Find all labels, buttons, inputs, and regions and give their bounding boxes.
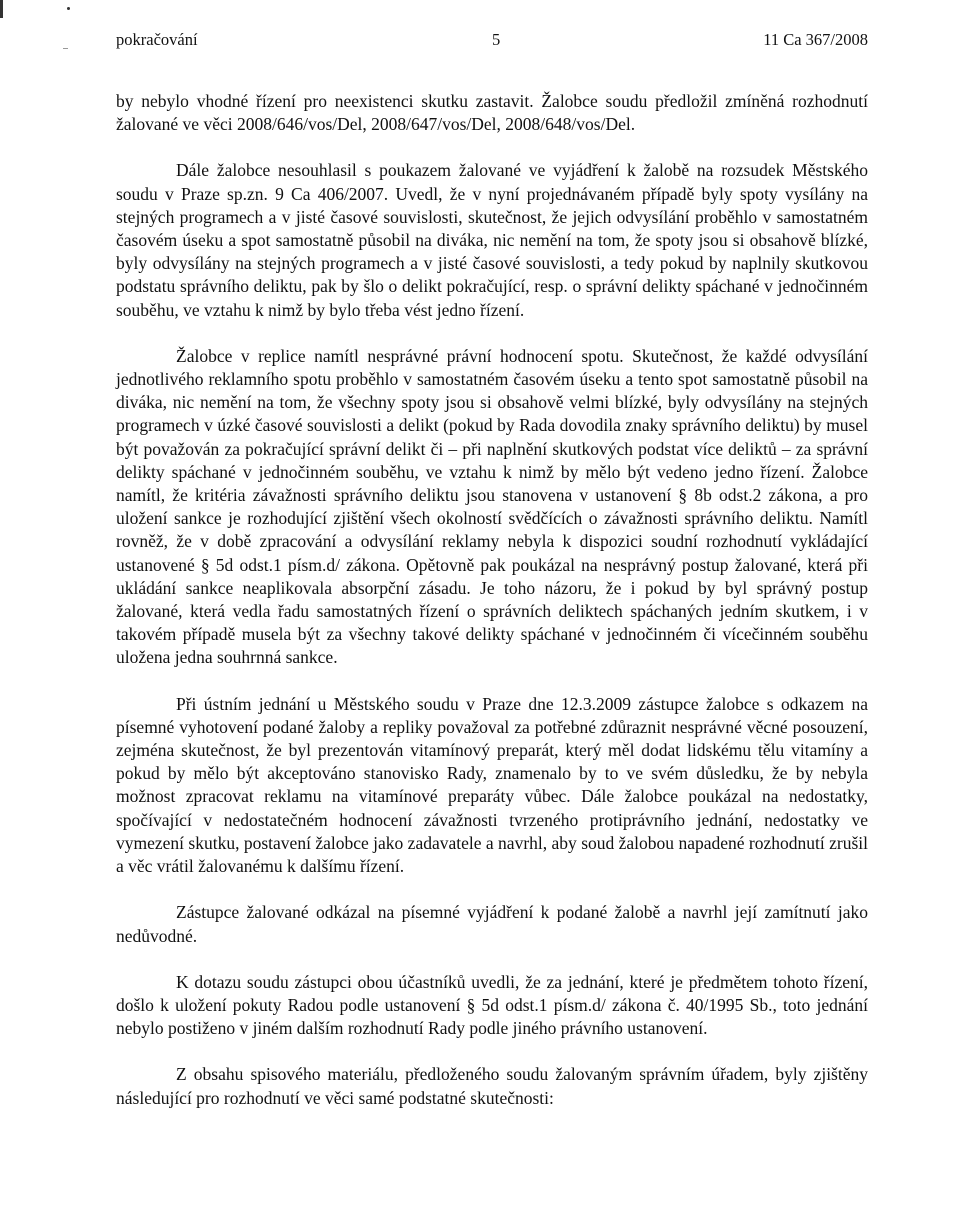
page-number: 5: [492, 30, 501, 49]
scan-dash: [63, 48, 68, 49]
paragraph-7: Z obsahu spisového materiálu, předloženého soudu žalovaným správním úřadem, byly zjištěny následující pro rozhodnutí ve věci samé podstatné skutečnosti:: [116, 1064, 868, 1108]
scan-dot: [67, 7, 70, 10]
header-continuation: pokračování: [116, 30, 198, 49]
paragraph-3: Žalobce v replice namítl nesprávné právní hodnocení spotu. Skutečnost, že každé odvysílání jednotlivého reklamního spotu proběhlo v samostatném časovém úseku a tento spot samostatně působil na diváka, nic nemění na tom, že všechny spoty jsou si obsahově velmi blízké, byly odvysílány na stejných programech v úzké časové souvislosti a delikt (pokud by Rada dovodila znaky správního deliktu) by musel být považován za pokračující správní delikt či – při naplnění skutkových podstat více deliktů – za správní delikty spáchané v jednočinném souběhu, ve vztahu k nimž by mělo být vedeno jedno řízení. Žalobce namítl, že kritéria závažnosti správního deliktu jsou stanovena v ustanovení § 8b odst.2 zákona, a pro uložení sankce je rozhodující zjištění všech okolností svědčících o závažnosti správního deliktu. Namítl rovněž, že v době zpracování a odvysílání reklamy nebyla k dispozici soudní rozhodnutí vykládající ustanovené § 5d odst.1 písm.d/ zákona. Opětovně pak poukázal na nesprávný postup žalované, která při ukládání sankce neaplikovala absorpční zásadu. Je toho názoru, že i pokud by byl správný postup žalované, která vedla řadu samostatných řízení o správních deliktech spáchaných jedním skutkem, i v takovém případě musela být za všechny takové delikty spáchané v jednočinném či vícečinném souběhu uložena jedna souhrnná sankce.: [116, 345, 868, 668]
case-number: 11 Ca 367/2008: [763, 30, 868, 49]
scan-mark: [0, 0, 3, 18]
paragraph-5: Zástupce žalované odkázal na písemné vyjádření k podané žalobě a navrhl její zamítnutí jako nedůvodné.: [116, 902, 868, 946]
document-body: [116, 90, 868, 1110]
paragraph-6: K dotazu soudu zástupci obou účastníků uvedli, že za jednání, které je předmětem tohoto řízení, došlo k uložení pokuty Radou podle ustanovení § 5d odst.1 písm.d/ zákona č. 40/1995 Sb., toto jednání nebylo postiženo v jiném dalším rozhodnutí Rady podle jiného právního ustanovení.: [116, 971, 868, 1039]
paragraph-2: Dále žalobce nesouhlasil s poukazem žalované ve vyjádření k žalobě na rozsudek Městského soudu v Praze sp.zn. 9 Ca 406/2007. Uvedl, že v nyní projednávaném případě byly spoty vysílány na stejných programech a v jisté časové souvislosti, skutečnost, že jejich odvysílání proběhlo v samostatném časovém úseku a spot samostatně působil na diváka, nic nemění na tom, že spoty jsou si obsahově blízké, byly odvysílány na stejných programech a v jisté časové souvislosti, a tedy pokud by naplnily skutkovou podstatu správního deliktu, pak by šlo o delikt pokračující, resp. o správní delikty spáchané v jednočinném souběhu, ve vztahu k nimž by bylo třeba vést jedno řízení.: [116, 160, 868, 320]
paragraph-1: by nebylo vhodné řízení pro neexistenci skutku zastavit. Žalobce soudu předložil zmíněná rozhodnutí žalované ve věci 2008/646/vos/Del, 2008/647/vos/Del, 2008/648/vos/Del.: [116, 91, 868, 135]
paragraph-4: Při ústním jednání u Městského soudu v Praze dne 12.3.2009 zástupce žalobce s odkazem na písemné vyhotovení podané žaloby a repliky považoval za potřebné zdůraznit nesprávné věcné posouzení, zejména skutečnost, že byl prezentován vitamínový preparát, který měl dodat lidskému tělu vitamíny a pokud by mělo být akceptováno stanovisko Rady, znamenalo by to ve svém důsledku, že by nebyla možnost zpracovat reklamu na vitamínové preparáty vůbec. Dále žalobce poukázal na nedostatky, spočívající v nedostatečném hodnocení závažnosti tvrzeného protiprávního jednání, nedostatky ve vymezení skutku, postavení žalobce jako zadavatele a navrhl, aby soud žalobou napadené rozhodnutí zrušil a věc vrátil žalovanému k dalšímu řízení.: [116, 693, 868, 877]
page-header: [116, 30, 868, 54]
